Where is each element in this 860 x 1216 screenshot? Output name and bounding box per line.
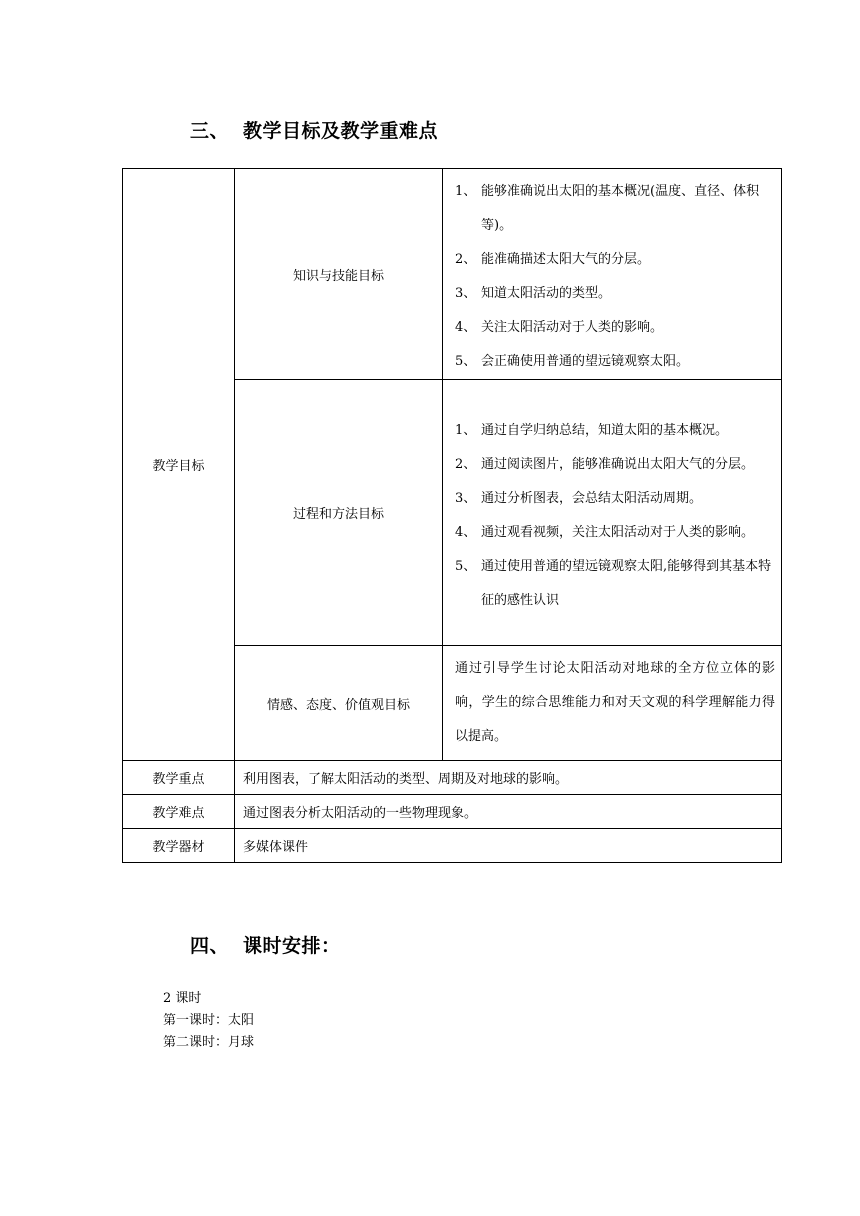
table-row-materials [123,829,782,863]
section-3-title: 教学目标及教学重难点 [243,120,439,142]
list-item: 2、 通过阅读图片，能够准确说出太阳大气的分层。 [455,456,755,472]
emotion-label: 情感、态度、价值观目标 [235,646,443,761]
section-3-number: 三、 [190,120,230,142]
table-row-key-points [123,761,782,795]
list-item: 4、 关注太阳活动对于人类的影响。 [455,320,664,335]
key-points-text: 利用图表，了解太阳活动的类型、周期及对地球的影响。 [235,761,782,795]
section-4-title: 课时安排： [243,935,341,957]
list-item: 1、 能够准确说出太阳的基本概况(温度、直径、体积等)。 [455,184,760,233]
teaching-goals-table [122,168,782,863]
process-list [455,414,775,618]
table-row-knowledge [123,169,782,380]
goal-category-cell: 教学目标 [123,169,235,761]
difficulties-label: 教学难点 [123,795,235,829]
schedule-lesson-1: 第一课时：太阳 [163,1013,255,1028]
process-label: 过程和方法目标 [235,380,443,646]
list-item: 1、 通过自学归纳总结，知道太阳的基本概况。 [455,422,729,438]
difficulties-text: 通过图表分析太阳活动的一些物理现象。 [235,795,782,829]
list-item: 2、 能准确描述太阳大气的分层。 [455,252,651,267]
materials-text: 多媒体课件 [235,829,782,863]
knowledge-label: 知识与技能目标 [235,169,443,380]
process-items-cell [443,380,782,646]
schedule-total: 2 课时 [163,991,202,1006]
section-3-heading [190,116,438,143]
list-item: 5、 会正确使用普通的望远镜观察太阳。 [455,354,690,369]
lesson-schedule [163,988,254,1054]
schedule-lesson-2: 第二课时：月球 [163,1035,255,1050]
list-item: 3、 通过分析图表，会总结太阳活动周期。 [455,490,703,506]
list-item: 4、 通过观看视频，关注太阳活动对于人类的影响。 [455,524,755,540]
emotion-text: 通过引导学生讨论太阳活动对地球的全方位立体的影响，学生的综合思维能力和对天文观的科学理解能力得以提高。 [443,646,782,761]
section-4-number: 四、 [190,935,230,957]
section-4-heading [190,931,341,958]
table-row-difficulties [123,795,782,829]
list-item: 3、 知道太阳活动的类型。 [455,286,612,301]
knowledge-items-cell [443,169,782,380]
list-item: 5、 通过使用普通的望远镜观察太阳,能够得到其基本特征的感性认识 [455,558,772,608]
knowledge-list [455,175,775,379]
key-points-label: 教学重点 [123,761,235,795]
materials-label: 教学器材 [123,829,235,863]
